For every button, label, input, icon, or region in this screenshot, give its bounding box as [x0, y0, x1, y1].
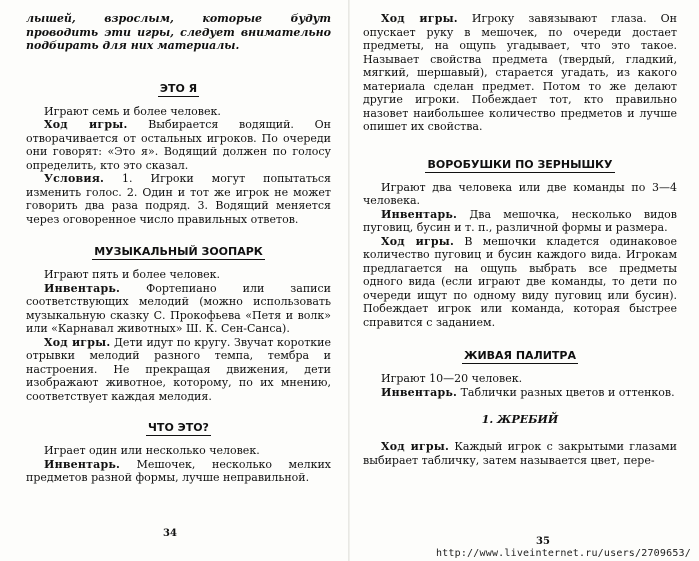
conditions-paragraph — [26, 172, 331, 226]
subtitle-zhrebiy: 1. ЖРЕБИЙ — [481, 413, 559, 426]
right-page — [349, 0, 699, 561]
equipment-paragraph — [26, 458, 331, 485]
course-label: Ход игры. — [44, 118, 128, 131]
page-number-left: 34 — [163, 528, 177, 539]
course-paragraph — [26, 118, 331, 172]
intro-text: лышей, взрослым, которые будут проводить эти игры, следует внимательно подбирать для них материалы. — [26, 12, 331, 52]
course-text: Каждый игрок с закрытыми глазами выбирает табличку, затем называется цвет, пере- — [363, 440, 677, 467]
equipment-text: Два мешочка, несколько видов пуговиц, бусин и т. п., различной формы и размера. — [363, 207, 677, 234]
equipment-paragraph — [363, 386, 677, 400]
equipment-text: Фортепиано или записи соответствующих мелодий (можно использовать музыкальную сказку С. Прокофьева «Петя и волк» или «Карнавал животных» Ш. К. Сен-Санса). — [26, 281, 331, 335]
course-label: Ход игры. — [381, 234, 455, 248]
equipment-label: Инвентарь. — [381, 385, 458, 399]
players-text: Играют два человека или две команды по 3—4 человека. — [363, 180, 677, 207]
game-title-eto-ya: ЭТО Я — [159, 81, 198, 95]
game-title-chto-eto: ЧТО ЭТО? — [148, 421, 209, 434]
equipment-paragraph — [26, 282, 331, 336]
course-text: Дети идут по кругу. Звучат короткие отрывки мелодий разного темпа, тембра и настроения. Не прекращая движения, дети изображают животное, которому, по их мнению, соответствует каждая мелодия. — [26, 335, 332, 403]
equipment-label: Инвентарь. — [381, 207, 458, 221]
course-label: Ход игры. — [381, 440, 450, 453]
players-text: Играют семь и более человек. — [44, 104, 221, 118]
game-title-music-zoo: МУЗЫКАЛЬНЫЙ ЗООПАРК — [94, 245, 263, 258]
course-text: Выбирается водящий. Он отворачивается от остальных игроков. По очереди они говорят: «Это я». Водящий должен по голосу определить, кто это сказал. — [26, 118, 331, 172]
course-paragraph — [26, 336, 331, 404]
players-text: Играют 10—20 человек. — [381, 372, 523, 385]
course-label: Ход игры. — [381, 12, 458, 25]
course-paragraph — [363, 235, 677, 330]
course-text: В мешочки кладется одинаковое количество пуговиц и бусин каждого вида. Игрокам предлагается на ощупь выбрать все предметы одного вида (если играют две команды, то дети по очереди ищут по одному виду пуговиц или бусин). Побеждает игрок или команда, которая быстрее справится с заданием. — [363, 234, 678, 329]
game-title-zhivaya-palitra: ЖИВАЯ ПАЛИТРА — [463, 349, 576, 362]
course-label: Ход игры. — [44, 335, 111, 349]
equipment-text: Таблички разных цветов и оттенков. — [457, 385, 675, 399]
equipment-paragraph — [363, 208, 677, 235]
players-text: Играют пять и более человек. — [44, 268, 220, 281]
equipment-text: Мешочек, несколько мелких предметов разной формы, лучше неправильной. — [26, 457, 331, 484]
watermark-url: http://www.liveinternet.ru/users/2709653/ — [435, 548, 691, 559]
players-text: Играет один или несколько человек. — [44, 444, 260, 457]
conditions-text: 1. Игроки могут попытаться изменить голос. 2. Один и тот же игрок не может говорить два раза подряд. 3. Водящий меняется через оговоренное число правильных ответов. — [26, 172, 331, 226]
course-text: Игроку завязывают глаза. Он опускает руку в мешочек, по очереди достает предметы, на ощупь угадывает, что это такое. Называет свойства предмета (твердый, гладкий, мягкий, шершавый), старается угадать, из какого материала сделан предмет. Потом то же делают другие игроки. Побеждает тот, кто правильно назовет наибольшее количество предметов и лучше опишет их свойства. — [363, 12, 677, 133]
game-title-vorobushki: ВОРОБУШКИ ПО ЗЕРНЫШКУ — [427, 157, 613, 171]
left-page — [0, 0, 349, 561]
equipment-label: Инвентарь. — [44, 457, 121, 471]
course-paragraph — [363, 12, 677, 134]
course-paragraph — [363, 440, 677, 467]
page-number-right: 35 — [536, 536, 550, 547]
conditions-label: Условия. — [44, 172, 105, 185]
equipment-label: Инвентарь. — [44, 281, 121, 295]
